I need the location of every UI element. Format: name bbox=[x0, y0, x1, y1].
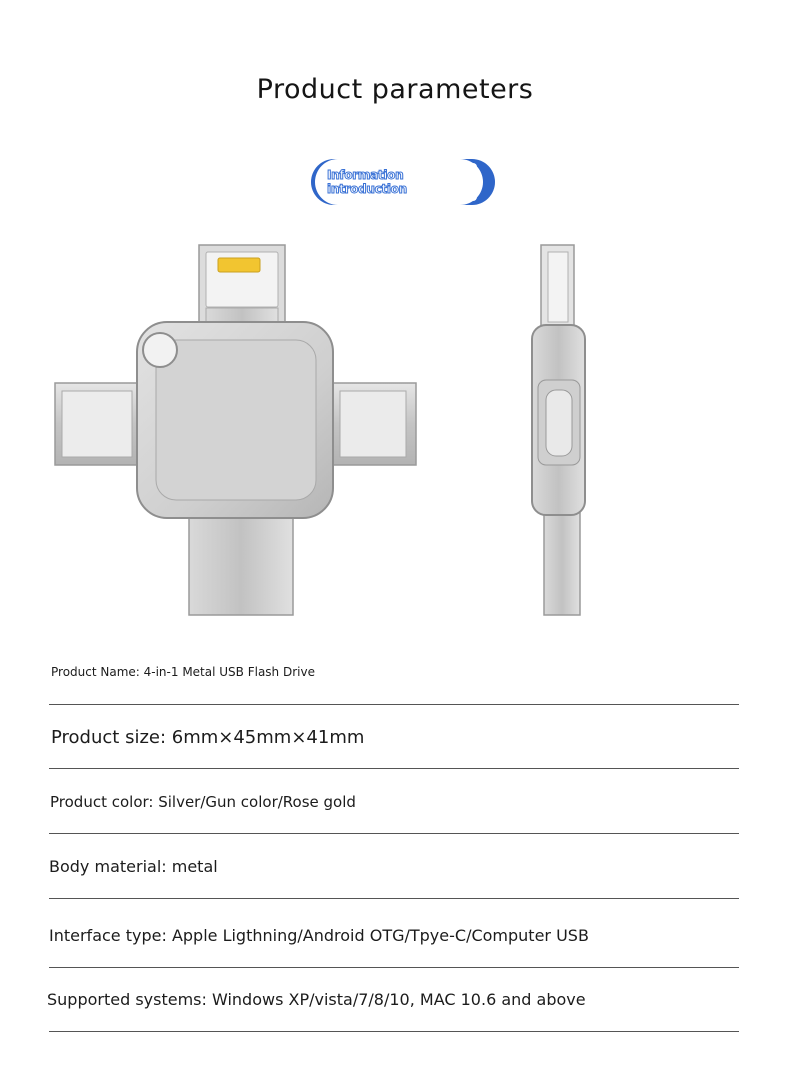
spec-interface-type: Interface type: Apple Ligthning/Android OTG/Tpye-C/Computer USB bbox=[49, 926, 589, 945]
page-title: Product parameters bbox=[256, 74, 534, 105]
spec-product-name: Product Name: 4-in-1 Metal USB Flash Drive bbox=[51, 665, 315, 679]
divider bbox=[49, 833, 739, 834]
divider bbox=[49, 1031, 739, 1032]
spec-body-material: Body material: metal bbox=[49, 857, 218, 876]
spec-product-size: Product size: 6mm×45mm×41mm bbox=[51, 727, 365, 748]
divider bbox=[49, 967, 739, 968]
drive-front-view bbox=[55, 245, 416, 615]
spec-product-color: Product color: Silver/Gun color/Rose gold bbox=[50, 793, 356, 811]
lightning-contacts bbox=[218, 258, 260, 272]
divider bbox=[49, 704, 739, 705]
divider bbox=[49, 768, 739, 769]
divider bbox=[49, 898, 739, 899]
info-badge-label: Information introduction bbox=[327, 163, 477, 201]
spec-supported-systems: Supported systems: Windows XP/vista/7/8/10, MAC 10.6 and above bbox=[47, 990, 586, 1009]
drive-side-view bbox=[532, 245, 585, 615]
